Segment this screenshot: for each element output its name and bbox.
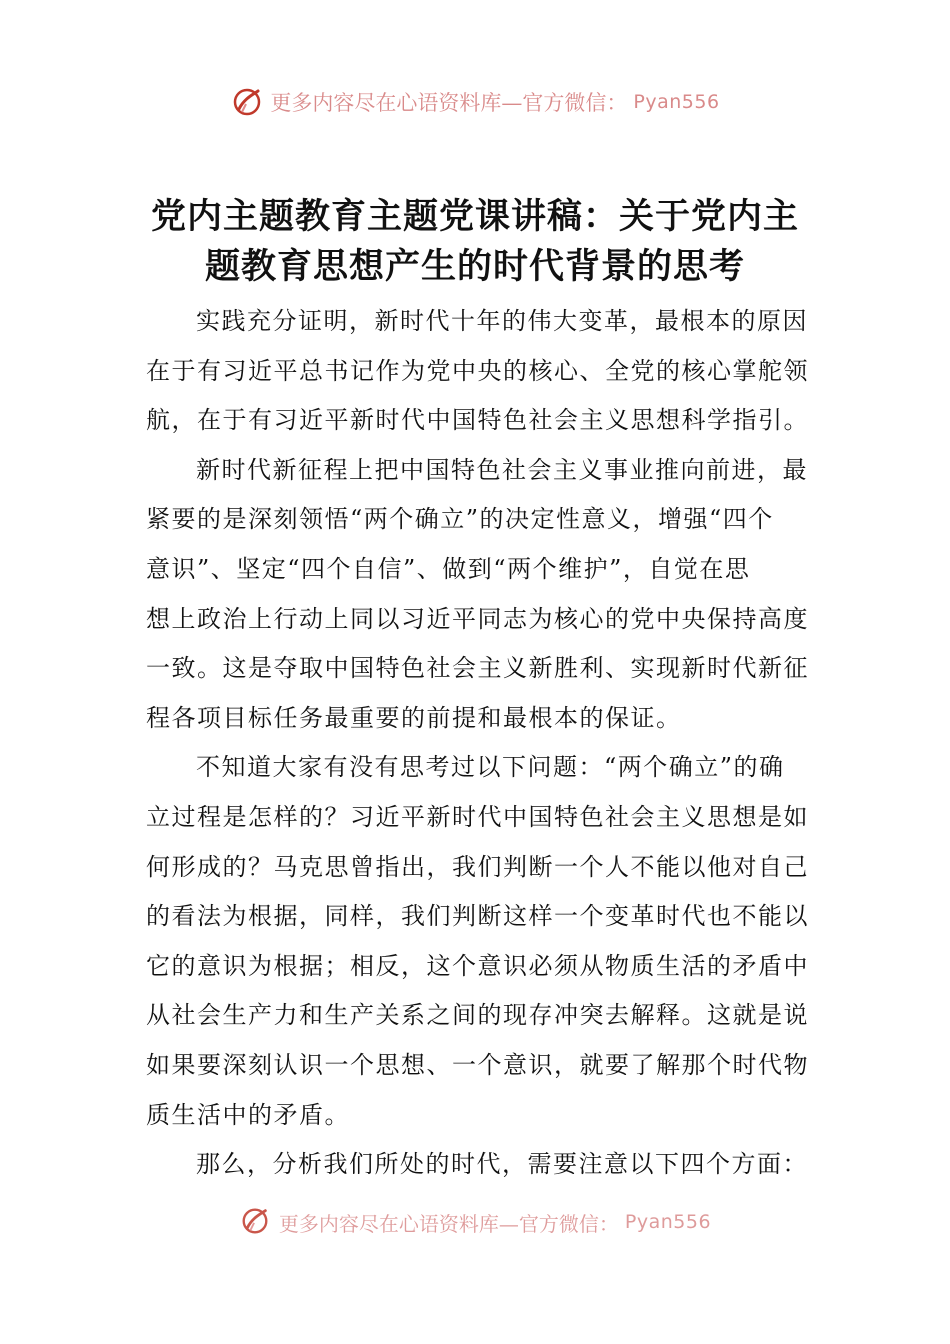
logo-icon (239, 1205, 273, 1239)
text-line: 一致。这是夺取中国特色社会主义新胜利、实现新时代新征 (146, 654, 809, 683)
text-line: 质生活中的矛盾。 (146, 1100, 350, 1129)
text-line: 航，在于有习近平新时代中国特色社会主义思想科学指引。 (146, 406, 809, 435)
text-line: 立过程是怎样的？习近平新时代中国特色社会主义思想是如 (146, 802, 809, 831)
text-line: 何形成的？马克思曾指出，我们判断一个人不能以他对自己 (146, 852, 809, 881)
text-line: 在于有习近平总书记作为党中央的核心、全党的核心掌舵领 (146, 356, 809, 385)
footer-watermark (0, 1206, 950, 1238)
title-line: 题教育思想产生的时代背景的思考 (204, 246, 745, 287)
text-line: 程各项目标任务最重要的前提和最根本的保证。 (146, 703, 682, 732)
paragraph (146, 297, 810, 446)
watermark-wechat-id: Pyan556 (633, 91, 720, 113)
text-line: 如果要深刻认识一个思想、一个意识，就要了解那个时代物 (146, 1050, 809, 1079)
paragraph (146, 1140, 810, 1190)
watermark-text: 更多内容尽在心语资料库—官方微信： (270, 91, 628, 115)
text-line: 它的意识为根据；相反，这个意识必须从物质生活的矛盾中 (146, 951, 809, 980)
text-line: 的看法为根据，同样，我们判断这样一个变革时代也不能以 (146, 902, 809, 931)
text-line: 从社会生产力和生产关系之间的现存冲突去解释。这就是说 (146, 1001, 809, 1030)
logo-icon (230, 85, 264, 119)
text-line: 意识”、坚定“四个自信”、做到“两个维护”，自觉在思 (146, 554, 751, 583)
text-line: 想上政治上行动上同以习近平同志为核心的党中央保持高度 (146, 604, 809, 633)
watermark-text: 更多内容尽在心语资料库—官方微信： (278, 1211, 619, 1236)
text-line: 新时代新征程上把中国特色社会主义事业推向前进，最 (196, 455, 808, 484)
paragraph (146, 446, 810, 744)
header-watermark (0, 84, 950, 120)
text-line: 紧要的是深刻领悟“两个确立”的决定性意义，增强“四个 (146, 505, 774, 534)
document-title (140, 192, 810, 292)
paragraph (146, 743, 810, 1140)
text-line: 实践充分证明，新时代十年的伟大变革，最根本的原因 (196, 307, 808, 335)
watermark-wechat-id: Pyan556 (624, 1211, 712, 1233)
document-body (146, 297, 810, 1190)
title-line: 党内主题教育主题党课讲稿：关于党内主 (150, 196, 799, 237)
text-line: 那么，分析我们所处的时代，需要注意以下四个方面： (196, 1150, 808, 1179)
text-line: 不知道大家有没有思考过以下问题：“两个确立”的确 (196, 753, 785, 782)
